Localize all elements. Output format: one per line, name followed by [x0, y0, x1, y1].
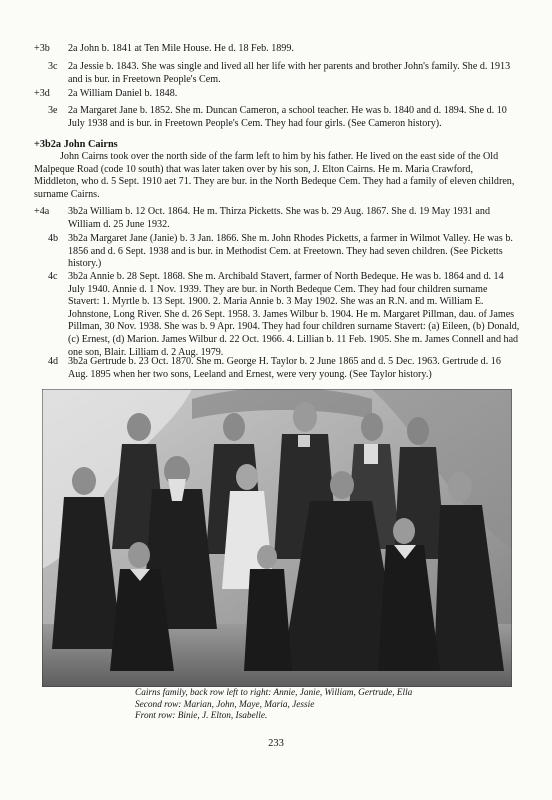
entry-text: 3b2a William b. 12 Oct. 1864. He m. Thirza Picketts. She was b. 29 Aug. 1867. She d. 19 May 1931 and William d. 25 June 1932. — [68, 206, 490, 230]
photo-caption — [135, 688, 515, 723]
entry-marker: 3e — [48, 105, 58, 116]
entry-text: 3b2a Margaret Jane (Janie) b. 3 Jan. 1866. She m. John Rhodes Picketts, a farmer in Wilmot Valley. He was b. 1856 and d. 6 Sept. 1938 and is bur. in Methodist Cem. at Freetown. They had seven children. (See Picketts history.) — [68, 233, 513, 270]
entry-marker: +4a — [34, 206, 50, 217]
entry-marker: 3c — [48, 61, 58, 72]
caption-line: Second row: Marian, John, Maye, Maria, Jessie — [135, 699, 315, 710]
entry-marker: 4b — [48, 233, 59, 244]
entry-marker: +3b — [34, 43, 50, 54]
entry-marker: +3d — [34, 88, 50, 99]
entry-marker: 4d — [48, 356, 59, 367]
section-heading: +3b2a John Cairns — [34, 139, 118, 150]
family-photograph — [42, 389, 512, 687]
entry-text: 2a Margaret Jane b. 1852. She m. Duncan Cameron, a school teacher. He was b. 1840 and d. 1894. She d. 10 July 1938 and is bur. in Freetown People's Cem. They had four girls. (See Cameron history). — [68, 105, 507, 129]
page-number: 233 — [268, 738, 284, 749]
entry-marker: 4c — [48, 271, 58, 282]
entry-text: 3b2a Gertrude b. 23 Oct. 1870. She m. George H. Taylor b. 2 June 1865 and d. 5 Dec. 1963. Gertrude d. 16 Aug. 1895 when her two sons, Leeland and Ernest, were very young. (See Taylor history.) — [68, 356, 501, 380]
section-paragraph: John Cairns took over the north side of the farm left to him by his father. He lived on the east side of the Old Malpeque Road (code 10 south) that was later taken over by his son, J. Elton Cairns. He m. Maria Crawford, Middleton, who d. 5 Sept. 1910 aet 71. They are bur. in the North Bedeque Cem. They had a family of eleven children, surname Cairns. — [34, 151, 515, 200]
caption-line: Cairns family, back row left to right: Annie, Janie, William, Gertrude, Ella — [135, 688, 413, 698]
entry-text: 3b2a Annie b. 28 Sept. 1868. She m. Archibald Stavert, farmer of North Bedeque. He was b. 1864 and d. 14 July 1940. Annie d. 1 Nov. 1939. They are bur. in North Bedeque Cem. They had four children surname Stavert: 1. Myrtle b. 13 Sept. 1900. 2. Maria Annie b. 3 May 1902. She was an R.N. and m. William E. Johnstone, Long River. She d. 26 Sept. 1958. 3. James Wilbur b. 1904. He m. Margaret Pillman, dau. of James Pillman, 30 Nov. 1938. She was b. 9 Apr. 1904. They had four children surname Stavert: (a) Eileen, (b) Donald, (c) Ernest, (d) Marion. James Wilbur d. 22 Oct. 1966. 4. Lillian b. 11 Feb. 1905. She m. James Connell and had one son, Blair. Lilliam d. 2 Aug. 1979. — [68, 271, 520, 358]
entry-text: 2a Jessie b. 1843. She was single and lived all her life with her parents and brother John's family. She d. 1913 and is bur. in Freetown People's Cem. — [68, 61, 511, 85]
entry-text: 2a John b. 1841 at Ten Mile House. He d. 18 Feb. 1899. — [68, 43, 294, 54]
caption-line: Front row: Binie, J. Elton, Isabelle. — [135, 711, 268, 722]
entry-text: 2a William Daniel b. 1848. — [68, 88, 178, 99]
